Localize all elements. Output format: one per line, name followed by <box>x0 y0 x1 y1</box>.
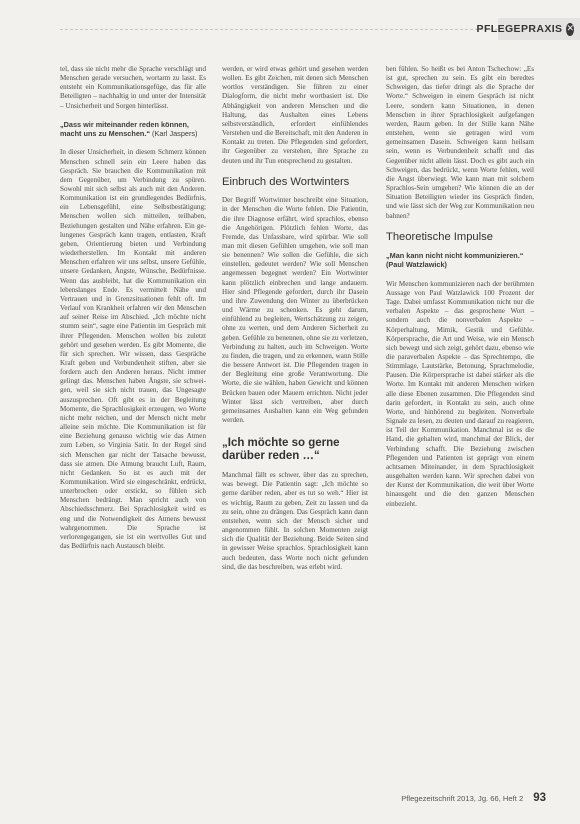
page-footer <box>386 792 546 804</box>
paragraph: ben fühlen. So heißt es bei Anton Tschechow: „Es ist gut, sprechen zu sein. Es gibt ein beredtes Schweigen, das tiefer dringt als die Sprache der Worte.“ Schweigen in einem Gespräch ist nicht Leere, sondern kann Situationen, in denen Menschen in ihrer Sprachlosigkeit aufgefangen werden, Raum geben. In der Stille kann Nähe entstehen, wenn sie getragen wird vom gemeinsamen Dasein. Schweigen kann heilsam sein, wenn es Verbundenheit schafft und das Gegenüber nicht allein lässt. Doch es gibt auch ein Schweigen, das bedrückt, wenn Worte fehlen, weil die Angst überwiegt. Wie kann man mit solchem Sprachlos-Sein umgehen? Wie können die an der Situation Beteiligten wieder ins Gespräch finden, und wie lässt sich der Weg zur Kommunikation neu bahnen? <box>386 65 534 220</box>
magazine-citation: Pflegezeitschrift 2013, Jg. 66, Heft 2 <box>401 794 524 803</box>
column-2 <box>222 65 368 581</box>
paragraph: werden, er wird etwas gehört und gesehen werden wollen. Es gibt Zeichen, mit denen sich Menschen wortlos verständigen. Sie führen zu einer Dialogform, die nicht mehr wortbasiert ist. Die Abhängigkeit von anderen Menschen und die Haltung, das Aushalten eines Lebens selbstverständlich, erfordert einfühlendes Verstehen und die Bereitschaft, mit den Anderen in Kontakt zu treten. Die Pflegenden sind gefordert, ihr Gegenüber zu verstehen, ihre Sprache zu deuten und ihr Tun entsprechend zu gestalten. <box>222 65 368 165</box>
section-label: PFLEGEPRAXIS <box>476 23 563 35</box>
pull-quote <box>386 251 534 270</box>
page-number: 93 <box>533 792 546 804</box>
quote-heading: „Ich möchte so gerne darüber reden …“ <box>222 437 340 463</box>
paragraph: Der Begriff Wortwinter beschreibt eine Situation, in der Menschen die Worte fehlen. Die Patientin, die ihre Diagnose erfährt, wird sprachlos, ebenso die Angehörigen. Plötzlich fehlen Worte, das Fremde, das Unfassbare, wird spürbar. Wie soll man mit diesen Gefühlen umgehen, wie soll man sie benennen? Wie sollen die Gefühle, die sich einstellen, gedeutet werden? Wie soll Menschen angemessen begegnet werden? Ein Wortwinter kann plötzlich einbrechen und lange andauern. Hier sind Pflegende gefordert, durch ihr Dasein und ihre Zuwendung den Winter zu überbrücken und Wärme zu schenken. Es geht darum, einfühlend zu begleiten, Wertschätzung zu zeigen, ohne zu werten, und dem Anderen Sicherheit zu geben. Gefühle zu benennen, ohne sie zu verletzen, Verbindung zu halten, auch im Schweigen. Worte zu finden, die tragen, und zu erkennen, wann Stille die bessere Antwort ist. Die Pflegenden tragen in der Begleitung eine große Verantwortung. Die Worte, die sie wählen, haben Gewicht und können Brücken bauen oder Mauern errichten. Nicht jeder Winter lässt sich vertreiben, aber durch gemeinsames Aushalten kann ein Weg gefunden werden. <box>222 196 368 424</box>
quote-text: „Man kann nicht nicht kommunizieren.“ <box>386 251 524 261</box>
header-rule <box>60 29 498 30</box>
close-icon: ✕ <box>566 23 574 34</box>
paragraph: In dieser Unsicherheit, in diesem Schmerz können Menschen schnell sein ein Leere haben das Gespräch. Sie brauchen die Kommunikation mit dem Gegenüber, um Verbindung zu spüren. Sowohl mit sich selbst als auch mit den Anderen. Kommunikation ist ein grundlegendes Bedürfnis, ein Lebensgefühl, eine Selbstbestätigung; Menschen wollen sich mitteilen, teilhaben, Beziehungen gestalten und Nähe erfahren. Ein gelungenes Gespräch kann tragen, entlasten, Kraft geben, Orientierung bieten und Verbindung wiederherstellen. Im Kontakt mit anderen Menschen erfahren wir uns selbst, unsere Gefühle, unsere Gedanken, Ängste, Wünsche, Bedürfnisse. Wenn das ausbleibt, hat die Kommunikation ein lebenslanges Ende. Es vermittelt Nähe und Vertrauen und in Grenzsituationen fehlt oft. Im Verlauf von Krankheit erfahren wir den Menschen auf seiner Reise im Abschied. „Ich möchte nicht stumm sein“, sagte eine Patientin im Gespräch mit ihrer Pflegenden. Menschen wollen bis zuletzt gehört und gesehen werden. Es gibt Momente, die für sich sprechen. Wir wissen, dass Gespräche Kraft geben und Verbundenheit stiften, aber sie fordern auch den Anderen heraus. Nicht immer gelingt das. Menschen haben Ängste, sie schweigen, weil sie sich nicht trauen, das Ungesagte auszusprechen. Oft gibt es in der Begleitung Momente, die Sprachlosigkeit erzeugen, wo Worte nicht mehr reichen, und der Mensch nicht mehr alleine sein möchte. Die Kommunikation ist für eine Beziehung genauso wichtig wie das Atmen zum Leben, so Virginia Satir. In der Regel sind sich Menschen gar nicht der Tatsache bewusst, dass sie atmen. Die Atmung braucht Luft, Raum, nicht Gedanken. So ist es auch mit der Kommunikation. Wird sie eingeschränkt, erdrückt, unterbrochen oder erstickt, so fühlen sich Menschen bedrängt. Man spricht auch von Abschiedsschmerz. Bei Sprachlosigkeit wird es eng und die Notwendigkeit des Atmens bewusst wahrgenommen. Die Sprache ist verlorengegangen, sie ist ein wertvolles Gut und das Bedürfnis nach Austausch bleibt. <box>60 148 206 551</box>
quote-author: (Karl Jaspers) <box>152 129 198 139</box>
paragraph: tel, dass sie nicht mehr die Sprache verschlägt und Menschen gerade versuchen, wortarm zu lasst. Es entsteht ein Kommunikationsgefüge, das für alle Beteiligten – nachhaltig in und unter der Intensität – Unsicherheit und Sorgen hinterlässt. <box>60 65 206 110</box>
column-1 <box>60 65 206 560</box>
quote-text: „Dass wir miteinander reden können, macht uns zu Menschen.“ <box>60 119 189 139</box>
paragraph: Manchmal fällt es schwer, über das zu sprechen, was bewegt. Die Patientin sagt: „Ich möchte so gerne darüber reden, aber es tut so weh.“ Hier ist es wichtig, Raum zu geben, Zeit zu lassen und da zu sein, ohne zu drängen. Das Gespräch kann dann entstehen, wenn sich der Mensch sicher und angenommen fühlt. In solchen Momenten zeigt sich die Qualität der Beziehung. Beide Seiten sind in gewisser Weise sprachlos. Sprachlosigkeit kann auch bedeuten, dass Worte noch nicht gefunden sind, die das beschreiben, was erlebt wird. <box>222 471 368 571</box>
subheading: Einbruch des Wortwinters <box>222 175 350 188</box>
column-3 <box>386 65 534 518</box>
pull-quote <box>60 120 206 139</box>
quote-author: (Paul Watzlawick) <box>386 260 447 270</box>
subheading: Theoretische Impulse <box>386 230 493 243</box>
paragraph: Wir Menschen kommunizieren nach der berühmten Aussage von Paul Watzlawick 100 Prozent der Tage. Dabei umfasst Kommunikation nicht nur die verbalen Aspekte – das gesprochene Wort – sondern auch die nonverbalen Aspekte – Körperhaltung, Mimik, Gestik und Gefühle. Körpersprache, die Art und Weise, wie ein Mensch sich bewegt und sich zeigt, gehört dazu, ebenso wie die paraverbalen Aspekte – das Sprechtempo, die Stimmlage, Lautstärke, Betonung, Sprachmelodie, Pausen. Die Körpersprache ist dabei stärker als die Worte. Im Kontakt mit anderen Menschen wirken alle diese Ebenen zusammen. Die Pflegenden sind darin gefordert, in Kontakt zu sein, auch ohne Worte, und hinhörend zu begleiten. Nonverbale Signale zu lesen, zu deuten und darauf zu reagieren, ist Teil der Kommunikation. Manchmal ist es die Hand, die gehalten wird, manchmal der Blick, der Verbindung schafft. Die Beziehung zwischen Pflegenden und Patienten ist geprägt von einem achtsamen Miteinander, in dem Sprachlosigkeit ausgehalten werden kann. Wir sprechen dabei von der Kunst der Kommunikation, die weit über Worte hinausgeht und die den ganzen Menschen einbezieht. <box>386 279 534 508</box>
section-tab <box>476 18 580 40</box>
